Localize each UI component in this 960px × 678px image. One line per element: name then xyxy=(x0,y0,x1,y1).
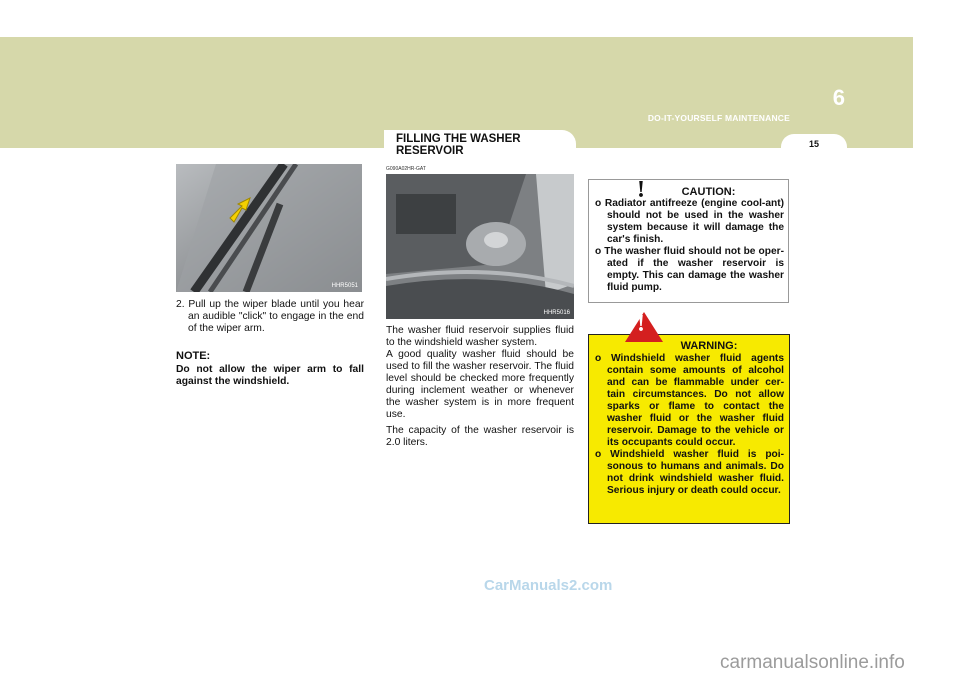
figure-label: HHR5016 xyxy=(543,310,570,316)
caution-box xyxy=(588,179,789,303)
reservoir-paragraph-1: The washer fluid reservoir supplies fluid to the windshield washer system. xyxy=(386,325,574,348)
reservoir-paragraph-2: A good quality washer fluid should be used to fill the washer reservoir. The fluid level should be checked more frequently during inclement weather or whenever the washer system is in more frequent use. xyxy=(386,349,574,420)
watermark-carmanualsonline: carmanualsonline.info xyxy=(720,652,905,673)
warning-item: o Windshield washer fluid agents contain some amounts of alcohol and can be flammable under cer-tain circumstances. Do not allow sparks or flame to contact the washer fluid or the washer fluid reservoir. Damage to the vehicle or its occupants could occur. xyxy=(595,353,784,448)
note-text: Do not allow the wiper arm to fall against the windshield. xyxy=(176,364,364,387)
exclamation-icon: ! xyxy=(637,177,645,203)
washer-reservoir-photo xyxy=(386,174,574,319)
figure-label: HHR5051 xyxy=(331,283,358,289)
engine-bay-illustration xyxy=(386,174,574,319)
caution-item: o Radiator antifreeze (engine cool-ant) should not be used in the washer system because it will damage the car's finish. xyxy=(595,198,784,245)
warning-box xyxy=(588,311,790,524)
section-title: FILLING THE WASHER RESERVOIR xyxy=(396,133,521,157)
wiper-illustration xyxy=(176,164,362,292)
exclamation-icon: ! xyxy=(637,311,645,337)
step-text: 2. Pull up the wiper blade until you hear an audible "click" to engage in the end of the wiper arm. xyxy=(176,299,364,334)
reservoir-paragraph-3: The capacity of the washer reservoir is 2.0 liters. xyxy=(386,425,574,448)
page-number: 15 xyxy=(808,139,819,149)
chapter-number: 6 xyxy=(832,85,845,110)
warning-heading: WARNING: xyxy=(680,340,738,352)
watermark-carmanuals2: CarManuals2.com xyxy=(484,577,613,594)
section-code: G090A02HR-GAT xyxy=(386,166,426,172)
warning-list xyxy=(595,353,784,497)
chapter-title: DO-IT-YOURSELF MAINTENANCE xyxy=(647,113,790,123)
wiper-blade-photo xyxy=(176,164,362,292)
caution-item: o The washer fluid should not be oper-ated if the washer reservoir is empty. This can damage the washer fluid pump. xyxy=(595,246,784,293)
caution-list xyxy=(595,198,784,294)
caution-heading: CAUTION: xyxy=(681,186,736,198)
warning-item: o Windshield washer fluid is poi-sonous to humans and animals. Do not drink windshield washer fluid. Serious injury or death could occur. xyxy=(595,449,784,496)
note-heading: NOTE: xyxy=(176,350,211,362)
